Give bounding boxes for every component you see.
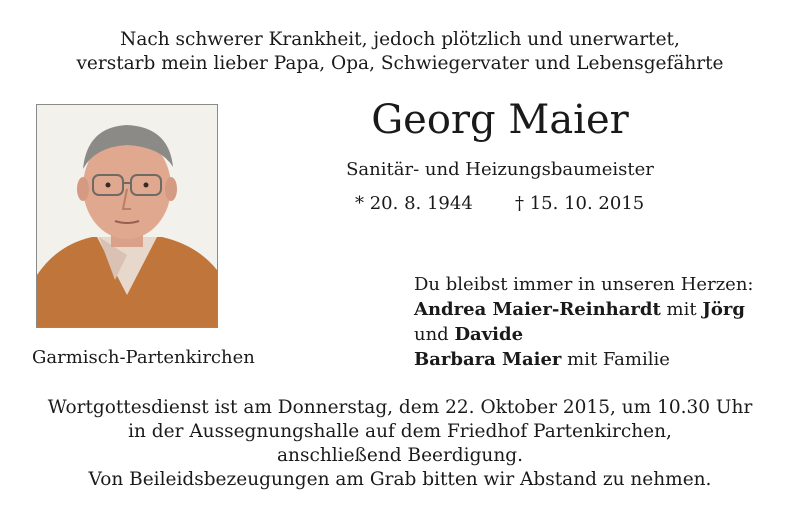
service-line-3: anschließend Beerdigung. <box>277 445 523 466</box>
service-info <box>0 396 800 492</box>
mourner-andrea: Andrea Maier-Reinhardt <box>414 299 661 320</box>
service-line-1: Wortgottesdienst ist am Donnerstag, dem 22. Oktober 2015, um 10.30 Uhr <box>47 397 753 418</box>
place-of-residence: Garmisch-Partenkirchen <box>32 347 255 368</box>
portrait-photo <box>36 104 218 328</box>
family-intro: Du bleibst immer in unseren Herzen: <box>414 274 754 295</box>
mourner-davide: Davide <box>454 324 524 345</box>
family-line-3 <box>414 347 754 372</box>
service-line-4: Von Beileidsbezeugungen am Grab bitten wir Abstand zu nehmen. <box>88 469 712 490</box>
intro-line-2: verstarb mein lieber Papa, Opa, Schwiegervater und Lebensgefährte <box>76 53 724 74</box>
family-line-1 <box>414 297 754 322</box>
deceased-name: Georg Maier <box>371 97 629 143</box>
mourner-barbara: Barbara Maier <box>414 349 562 370</box>
service-line-2: in der Aussegnungshalle auf dem Friedhof Partenkirchen, <box>128 421 672 442</box>
mourner-joerg: Jörg <box>702 299 745 320</box>
family-connector-with: mit <box>660 299 703 320</box>
family-connector-and: und <box>414 324 455 345</box>
deceased-profession: Sanitär- und Heizungsbaumeister <box>346 159 654 180</box>
family-suffix: mit Familie <box>561 349 670 370</box>
intro-line-1: Nach schwerer Krankheit, jedoch plötzlich und unerwartet, <box>120 29 680 50</box>
family-line-2 <box>414 322 754 347</box>
intro-text <box>0 28 800 76</box>
family-mourners <box>414 272 754 372</box>
birth-date: * 20. 8. 1944 <box>355 193 473 214</box>
death-date: † 15. 10. 2015 <box>515 193 645 214</box>
portrait-illustration <box>37 105 217 327</box>
